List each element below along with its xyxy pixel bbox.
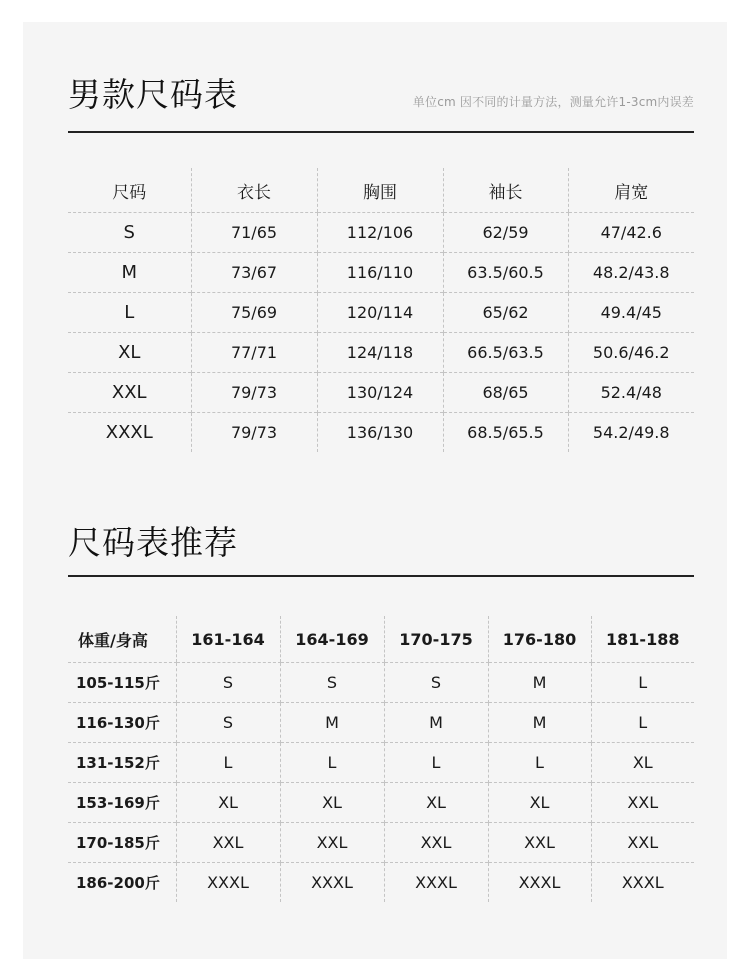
table-cell: 112/106 (317, 213, 443, 253)
table-cell: 71/65 (191, 213, 317, 253)
header-weight-height: 体重/身高 (68, 616, 176, 663)
table-cell: XL (384, 783, 488, 823)
size-cell: XXXL (68, 413, 191, 453)
table-cell: 62/59 (443, 213, 568, 253)
header-height-range: 176-180 (488, 616, 591, 663)
men-size-chart-title: 男款尺码表 (68, 75, 238, 114)
table-row (68, 213, 694, 253)
table-cell: XL (488, 783, 591, 823)
table-cell: S (176, 703, 280, 743)
table-cell: L (384, 743, 488, 783)
table-cell: L (176, 743, 280, 783)
weight-range-cell: 131-152斤 (68, 743, 176, 783)
weight-range-cell: 105-115斤 (76, 674, 160, 692)
header-sleeve: 袖长 (443, 168, 568, 213)
table-cell: XXXL (384, 863, 488, 903)
table-cell: 52.4/48 (568, 373, 694, 413)
weight-range-cell: 170-185斤 (68, 823, 176, 863)
table-cell: 75/69 (191, 293, 317, 333)
table-cell: 124/118 (317, 333, 443, 373)
table-cell: XL (280, 783, 384, 823)
table-cell: 79/73 (191, 373, 317, 413)
size-cell: S (123, 222, 135, 243)
weight-range-cell: 153-169斤 (68, 783, 176, 823)
measurement-note: 单位cm 因不同的计量方法，测量允许1-3cm内误差 (412, 95, 694, 109)
table-cell: XL (591, 743, 694, 783)
table-cell: L (591, 663, 694, 703)
table-cell: S (384, 663, 488, 703)
table-cell: XXL (176, 823, 280, 863)
table-cell: L (591, 703, 694, 743)
table-header-row (68, 616, 694, 663)
weight-range-cell: 186-200斤 (68, 863, 176, 903)
table-cell: XXL (488, 823, 591, 863)
table-cell: XXL (280, 823, 384, 863)
table-row (68, 703, 694, 743)
table-cell: 68.5/65.5 (443, 413, 568, 453)
table-cell: XXL (591, 823, 694, 863)
size-cell: M (68, 253, 191, 293)
table-cell: 136/130 (317, 413, 443, 453)
header-height-range: 170-175 (384, 616, 488, 663)
table-header-row (68, 168, 694, 213)
table-cell: 120/114 (317, 293, 443, 333)
header-height-range: 161-164 (176, 616, 280, 663)
weight-range-cell: 116-130斤 (68, 703, 176, 743)
table-cell: XXXL (176, 863, 280, 903)
header-height-range: 181-188 (591, 616, 694, 663)
header-shoulder: 肩宽 (568, 168, 694, 213)
table-cell: 47/42.6 (568, 213, 694, 253)
table-cell: XXXL (591, 863, 694, 903)
recommend-chart-divider (68, 575, 694, 577)
header-chest: 胸围 (317, 168, 443, 213)
size-recommendation-table (68, 616, 694, 902)
table-row (68, 413, 694, 453)
size-recommendation-title: 尺码表推荐 (68, 523, 238, 562)
table-cell: 116/110 (317, 253, 443, 293)
table-cell: L (488, 743, 591, 783)
men-chart-divider (68, 131, 694, 133)
table-cell: XXXL (280, 863, 384, 903)
table-row (68, 783, 694, 823)
table-cell: 54.2/49.8 (568, 413, 694, 453)
table-cell: 50.6/46.2 (568, 333, 694, 373)
size-cell: XL (68, 333, 191, 373)
table-cell: 77/71 (191, 333, 317, 373)
table-row (68, 253, 694, 293)
table-cell: S (280, 663, 384, 703)
table-cell: 66.5/63.5 (443, 333, 568, 373)
table-cell: 73/67 (191, 253, 317, 293)
table-row (68, 293, 694, 333)
table-row (68, 823, 694, 863)
header-size: 尺码 (68, 168, 191, 213)
size-cell: XXL (68, 373, 191, 413)
table-cell: XL (176, 783, 280, 823)
table-row (68, 373, 694, 413)
table-cell: 48.2/43.8 (568, 253, 694, 293)
table-cell: L (280, 743, 384, 783)
size-cell: L (68, 293, 191, 333)
table-cell: XXL (591, 783, 694, 823)
table-cell: M (488, 703, 591, 743)
table-cell: 65/62 (443, 293, 568, 333)
table-cell: M (384, 703, 488, 743)
table-row (68, 663, 694, 703)
table-cell: 79/73 (191, 413, 317, 453)
table-cell: 49.4/45 (568, 293, 694, 333)
header-height-range: 164-169 (280, 616, 384, 663)
table-cell: 130/124 (317, 373, 443, 413)
table-cell: 68/65 (443, 373, 568, 413)
table-cell: XXL (384, 823, 488, 863)
table-row (68, 863, 694, 903)
table-cell: M (280, 703, 384, 743)
table-cell: S (176, 663, 280, 703)
table-cell: M (488, 663, 591, 703)
table-row (68, 333, 694, 373)
table-cell: 63.5/60.5 (443, 253, 568, 293)
table-row (68, 743, 694, 783)
men-size-table (68, 168, 694, 452)
table-cell: XXXL (488, 863, 591, 903)
header-length: 衣长 (191, 168, 317, 213)
